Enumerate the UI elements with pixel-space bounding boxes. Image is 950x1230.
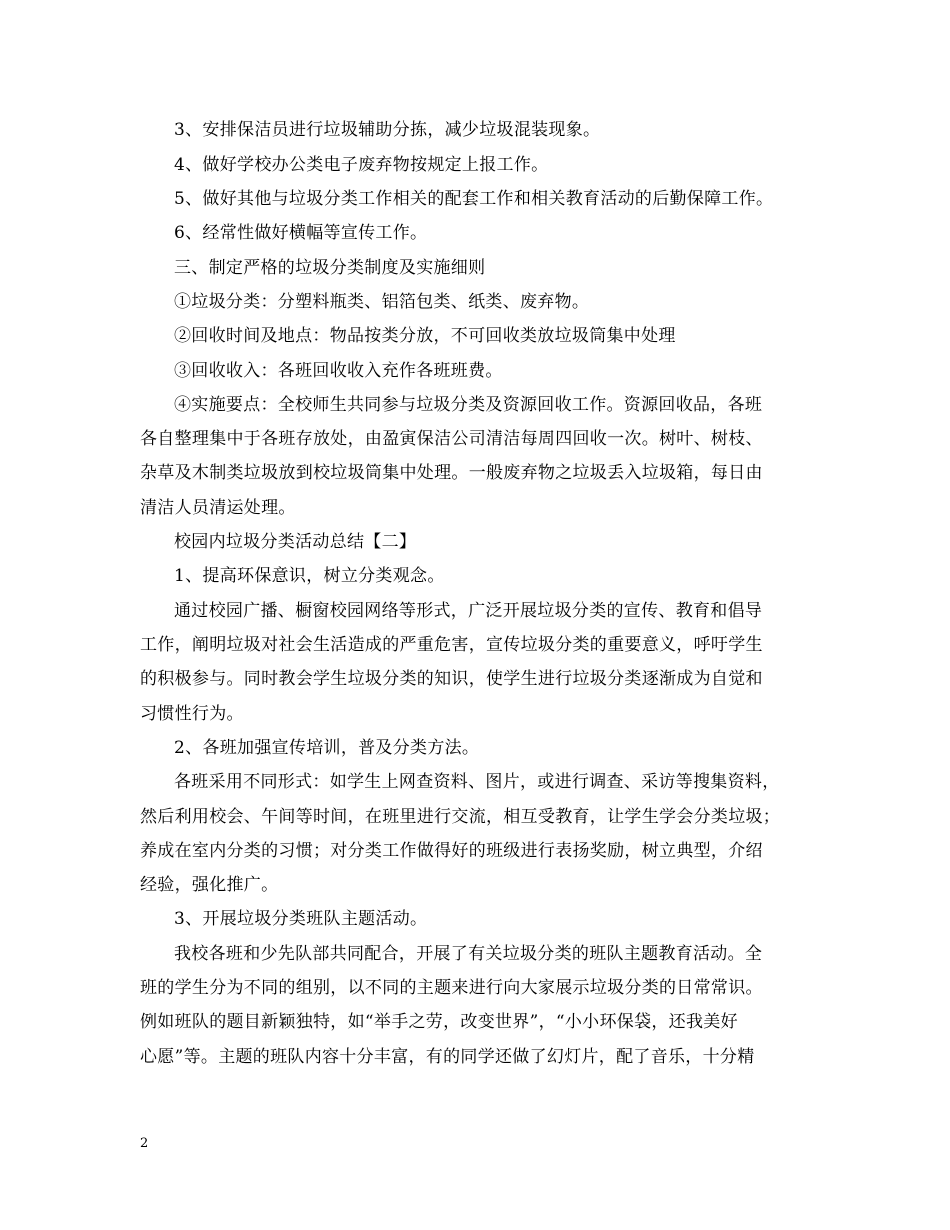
paragraph-line: 通过校园广播、橱窗校园网络等形式，广泛开展垃圾分类的宣传、教育和倡导 [174,601,763,621]
paragraph-line: 3、开展垃圾分类班队主题活动。 [174,909,428,929]
paragraph-line: 然后利用校会、午间等时间，在班里进行交流，相互受教育，让学生学会分类垃圾； [140,807,781,827]
paragraph-line: ②回收时间及地点：物品按类分放，不可回收类放垃圾筒集中处理 [174,326,676,346]
section-heading: 三、制定严格的垃圾分类制度及实施细则 [174,258,486,278]
paragraph-line: 2、各班加强宣传培训，普及分类方法。 [174,738,480,758]
paragraph-line: 1、提高环保意识，树立分类观念。 [174,566,445,586]
paragraph-line: 6、经常性做好横幅等宣传工作。 [174,223,428,243]
section-heading: 校园内垃圾分类活动总结【二】 [174,532,417,552]
paragraph-line: 各班采用不同形式：如学生上网查资料、图片，或进行调查、采访等搜集资料， [174,772,780,792]
paragraph-line: 的积极参与。同时教会学生垃圾分类的知识，使学生进行垃圾分类逐渐成为自觉和 [140,669,763,689]
paragraph-line: 养成在室内分类的习惯；对分类工作做得好的班级进行表扬奖励，树立典型，介绍 [140,841,763,861]
paragraph-line: 经验，强化推广。 [140,875,279,895]
paragraph-line: ①垃圾分类：分塑料瓶类、铝箔包类、纸类、废弃物。 [174,292,590,312]
paragraph-line: 例如班队的题目新颖独特，如“举手之劳，改变世界”，“小小环保袋，还我美好 [140,1012,738,1032]
paragraph-line: 5、做好其他与垃圾分类工作相关的配套工作和相关教育活动的后勤保障工作。 [174,189,774,209]
paragraph-line: 4、做好学校办公类电子废弃物按规定上报工作。 [174,155,549,175]
paragraph-line: 工作，阐明垃圾对社会生活造成的严重危害，宣传垃圾分类的重要意义，呼吁学生 [140,635,763,655]
paragraph-line: 班的学生分为不同的组别，以不同的主题来进行向大家展示垃圾分类的日常常识。 [140,978,763,998]
paragraph-line: ③回收收入：各班回收收入充作各班班费。 [174,361,503,381]
paragraph-line: 我校各班和少先队部共同配合，开展了有关垃圾分类的班队主题教育活动。全 [174,944,763,964]
paragraph-line: 各自整理集中于各班存放处，由盈寅保洁公司清洁每周四回收一次。树叶、树枝、 [140,429,763,449]
paragraph-line: 杂草及木制类垃圾放到校垃圾筒集中处理。一般废弃物之垃圾丢入垃圾箱，每日由 [140,463,763,483]
paragraph-line: 清洁人员清运处理。 [140,498,296,518]
page-number: 2 [140,1136,149,1151]
paragraph-line: 心愿”等。主题的班队内容十分丰富，有的同学还做了幻灯片，配了音乐，十分精 [140,1047,755,1067]
paragraph-line: 3、安排保洁员进行垃圾辅助分拣，减少垃圾混装现象。 [174,120,601,140]
paragraph-line: ④实施要点：全校师生共同参与垃圾分类及资源回收工作。资源回收品，各班 [174,395,763,415]
paragraph-line: 习惯性行为。 [140,704,244,724]
